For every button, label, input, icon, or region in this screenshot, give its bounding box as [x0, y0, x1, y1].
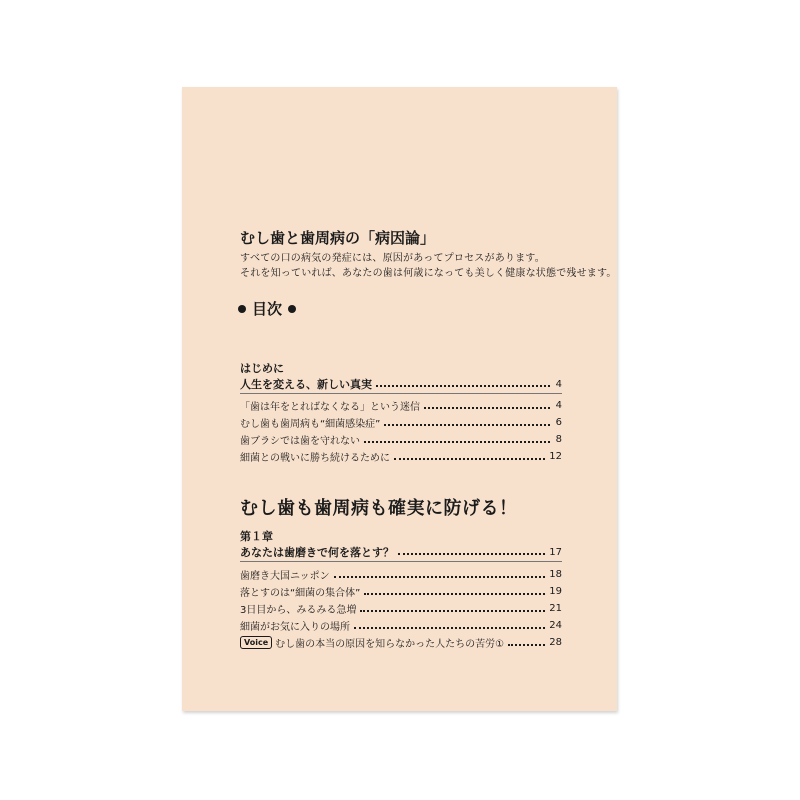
- toc-entry-page: 17: [549, 546, 562, 558]
- toc-entry-page: 18: [549, 569, 562, 580]
- bullet-dot-icon: [288, 305, 296, 313]
- toc-entry[interactable]: [240, 449, 562, 464]
- part-title: むし歯も歯周病も確実に防げる！: [240, 498, 518, 519]
- toc-entry-page: 19: [549, 586, 562, 597]
- toc-heading: [238, 298, 296, 319]
- leader-dots: [376, 385, 550, 387]
- leader-dots: [508, 644, 545, 646]
- book-title: むし歯と歯周病の「病因論」: [240, 229, 436, 247]
- intro-label: はじめに: [240, 362, 284, 375]
- toc-entry-intro-main[interactable]: [240, 376, 562, 392]
- toc-entry[interactable]: [240, 601, 562, 616]
- toc-entry-title-group: [240, 635, 504, 650]
- toc-entry[interactable]: [240, 567, 562, 582]
- voice-badge: Voice: [240, 636, 272, 649]
- leader-dots: [354, 627, 545, 629]
- toc-entry-page: 24: [549, 620, 562, 631]
- toc-entry-title: 歯磨き大国ニッポン: [240, 571, 330, 582]
- toc-entry-page: 4: [555, 400, 562, 411]
- toc-entry-page: 4: [555, 378, 562, 390]
- toc-entry[interactable]: [240, 618, 562, 633]
- bullet-dot-icon: [238, 305, 246, 313]
- toc-entry-title: むし歯の本当の原因を知らなかった人たちの苦労①: [275, 639, 505, 650]
- leader-dots: [364, 441, 550, 443]
- toc-entry-title: 細菌との戦いに勝ち続けるために: [240, 453, 390, 464]
- toc-entry-title: 落とすのは“細菌の集合体”: [240, 588, 361, 599]
- toc-entry-page: 8: [555, 434, 562, 445]
- toc-entry[interactable]: [240, 432, 562, 447]
- toc-entry-page: 6: [555, 417, 562, 428]
- leader-dots: [424, 407, 550, 409]
- toc-entry-voice[interactable]: [240, 635, 562, 650]
- toc-entry[interactable]: [240, 584, 562, 599]
- divider: [240, 393, 562, 394]
- toc-entry-title: 3日目から、みるみる急増: [240, 605, 357, 616]
- toc-entry[interactable]: [240, 415, 562, 430]
- toc-entry-page: 28: [549, 637, 562, 648]
- leader-dots: [394, 458, 545, 460]
- toc-entry-page: 12: [549, 451, 562, 462]
- chapter-label: 第１章: [240, 530, 273, 543]
- leader-dots: [398, 553, 545, 555]
- leader-dots: [384, 424, 550, 426]
- toc-heading-label: 目次: [252, 300, 283, 318]
- toc-entry[interactable]: [240, 398, 562, 413]
- subtitle-line-2: それを知っていれば、あなたの歯は何歳になっても美しく健康な状態で残せます。: [240, 268, 617, 279]
- toc-entry-page: 21: [549, 603, 562, 614]
- leader-dots: [364, 593, 545, 595]
- leader-dots: [360, 610, 545, 612]
- subtitle-line-1: すべての口の病気の発症には、原因があってプロセスがあります。: [240, 253, 545, 264]
- toc-entry-title: 細菌がお気に入りの場所: [240, 622, 350, 633]
- toc-entry-title: 「歯は年をとればなくなる」という迷信: [240, 402, 420, 413]
- leader-dots: [334, 576, 546, 578]
- toc-entry-title: 歯ブラシでは歯を守れない: [240, 436, 360, 447]
- toc-entry-title: 人生を変える、新しい真実: [240, 378, 372, 391]
- toc-entry-title: あなたは歯磨きで何を落とす？: [240, 546, 394, 559]
- toc-entry-title: むし歯も歯周病も“細菌感染症”: [240, 419, 381, 430]
- divider: [240, 561, 562, 562]
- toc-entry-chapter1-main[interactable]: [240, 544, 562, 560]
